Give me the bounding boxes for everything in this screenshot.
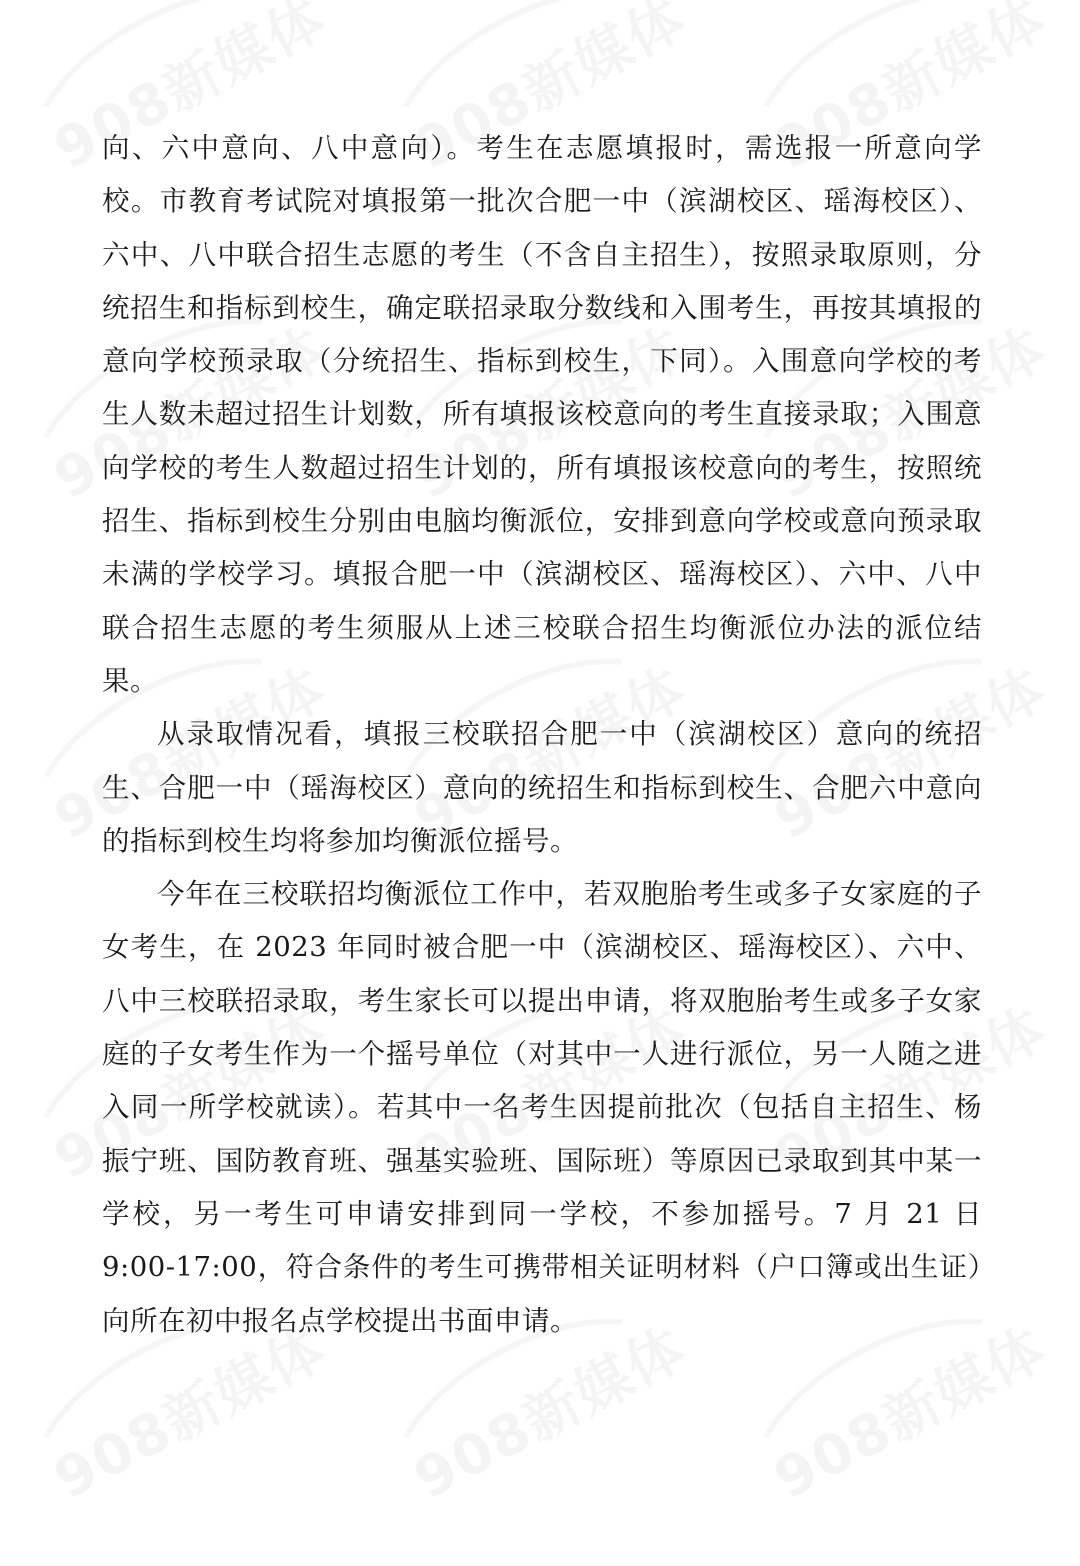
paragraph-enrollment-rules: 向、六中意向、八中意向）。考生在志愿填报时，需选报一所意向学校。市教育考试院对填报第一批次合肥一中（滨湖校区、瑶海校区）、六中、八中联合招生志愿的考生（不含自主招生），按照录取原则，分统招生和指标到校生，确定联招录取分数线和入围考生，再按其填报的意向学校预录取（分统招生、指标到校生，下同）。入围意向学校的考生人数未超过招生计划数，所有填报该校意向的考生直接录取；入围意向学校的考生人数超过招生计划的，所有填报该校意向的考生，按照统招生、指标到校生分别由电脑均衡派位，安排到意向学校或意向预录取未满的学校学习。填报合肥一中（滨湖校区、瑶海校区）、六中、八中联合招生志愿的考生须服从上述三校联合招生均衡派位办法的派位结果。 [102, 132, 982, 697]
paragraph-twins-policy: 今年在三校联招均衡派位工作中，若双胞胎考生或多子女家庭的子女考生，在 2023 年同时被合肥一中（滨湖校区、瑶海校区）、六中、八中三校联招录取，考生家长可以提出申请，将双胞胎考生或多子女家庭的子女考生作为一个摇号单位（对其中一人进行派位，另一人随之进入同一所学校就读）。若其中一名考生因提前批次（包括自主招生、杨振宁班、国防教育班、强基实验班、国际班）等原因已录取到其中某一学校，另一考生可申请安排到同一学校，不参加摇号。7 月 21 日 9:00-17:00，符合条件的考生可携带相关证明材料（户口簿或出生证）向所在初中报名点学校提出书面申请。 [102, 878, 982, 1337]
paragraph-admission-status: 从录取情况看，填报三校联招合肥一中（滨湖校区）意向的统招生、合肥一中（瑶海校区）意向的统招生和指标到校生、合肥六中意向的指标到校生均将参加均衡派位摇号。 [102, 718, 982, 857]
document-body [102, 122, 982, 1348]
